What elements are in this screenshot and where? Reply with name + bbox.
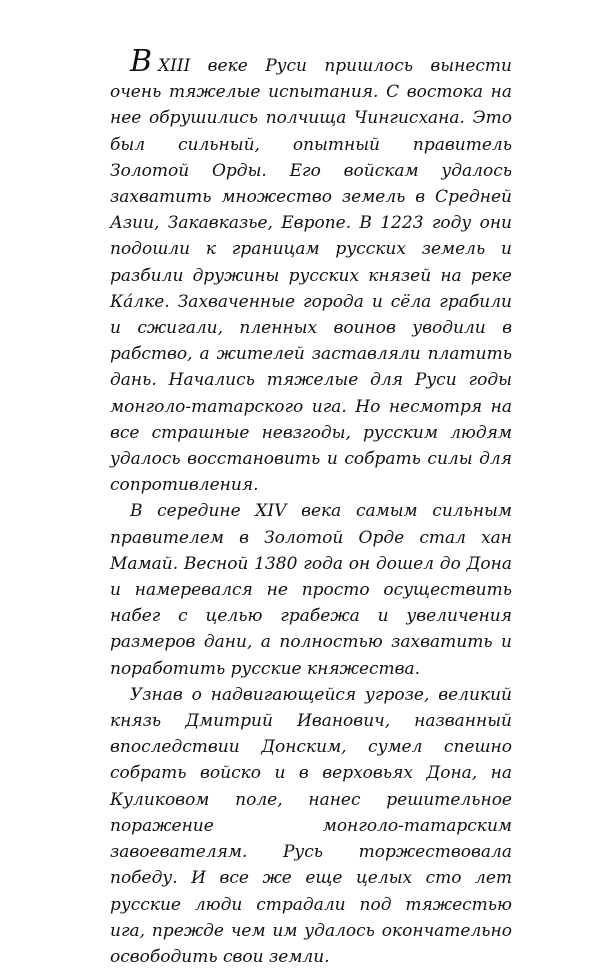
paragraph-3: Узнав о надвигающейся угрозе, великий князь Дмитрий Иванович, названный впоследствии Донским, сумел спешно собрать войско и в верховьях Дона, на Куликовом поле, нанес решительное поражение монголо-татарским завоевателям. Русь торжествовала победу. И все же еще целых сто лет русские люди страдали под тяжестью ига, прежде чем им удалось окончательно освободить свои земли. bbox=[110, 684, 512, 967]
paragraph-1 bbox=[110, 44, 512, 498]
paragraph-1-text: XIII веке Руси пришлось вынести очень тяжелые испытания. С востока на нее обрушились полчища Чингисхана. Это был сильный, опытный правитель Золотой Орды. Его войскам удалось захватить множество земель в Средней Азии, Закавказье, Европе. В 1223 году они подошли к границам русских земель и разбили дружины русских князей на реке Ка́лке. Захваченные города и сёла грабили и сжигали, пленных воинов уводили в рабство, а жителей заставляли платить дань. Начались тяжелые для Руси годы монголо-татарского ига. Но несмотря на все страшные невзгоды, русским людям удалось восстановить и собрать силы для сопротивления. bbox=[110, 56, 512, 496]
drop-cap: В bbox=[130, 44, 153, 79]
paragraph-2: В середине XIV века самым сильным правителем в Золотой Орде стал хан Мамай. Весной 1380 года он дошел до Дона и намеревался не просто осуществить набег с целью грабежа и увеличения размеров дани, а полностью захватить и поработить русские княжества. bbox=[110, 501, 512, 679]
text-body bbox=[110, 44, 512, 970]
